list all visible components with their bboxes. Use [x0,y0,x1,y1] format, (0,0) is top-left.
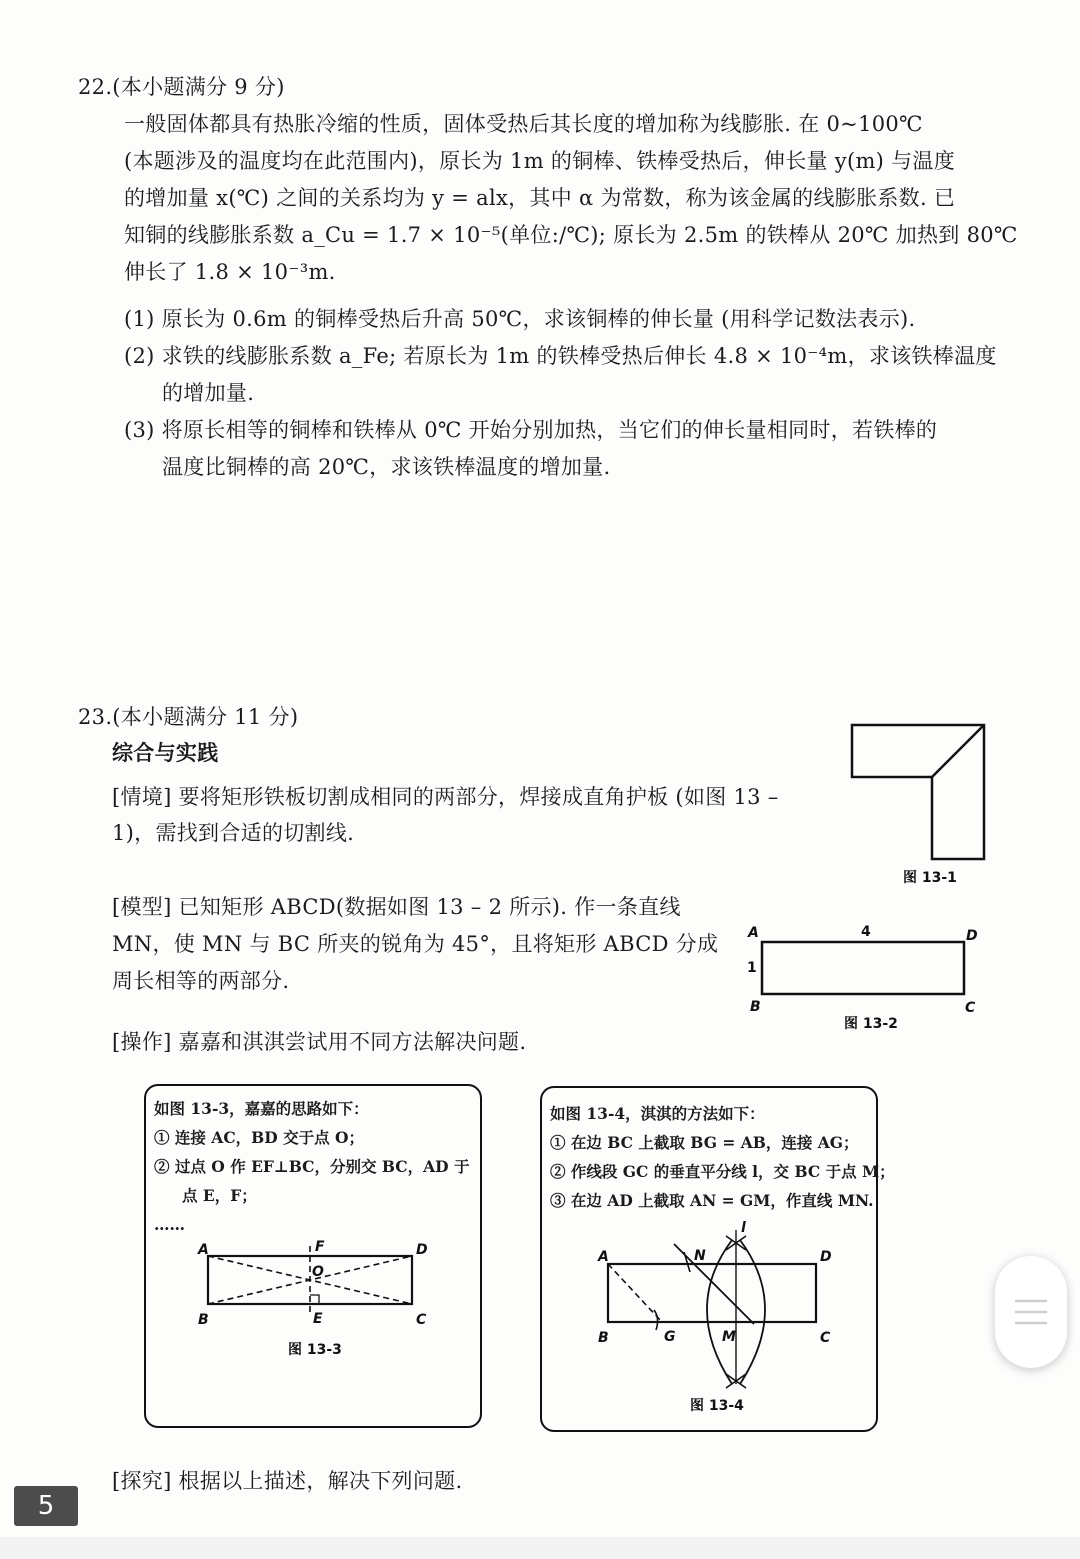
fig-13-3-label-b: B [198,1312,209,1328]
page-number-badge: 5 [14,1486,78,1526]
fig-13-2-label-b: B [750,999,761,1015]
fig-13-4-arc-left [707,1240,732,1384]
q22-part-3-cont: 温度比铜棒的高 20℃，求该铁棒温度的增加量. [162,455,611,479]
fig-13-2-side-left: 1 [747,960,757,976]
q22-part-2: (2) 求铁的线膨胀系数 a_Fe; 若原长为 1m 的铁棒受热后伸长 4.8 × 10⁻⁴m，求该铁棒温度 [124,344,997,368]
figure-13-1 [840,715,1000,895]
q22-intro-line: 知铜的线膨胀系数 a_Cu = 1.7 × 10⁻⁵(单位:/℃); 原长为 2.5m 的铁棒从 20℃ 加热到 80℃ [124,223,1018,247]
fig-13-4-rectangle [608,1264,816,1322]
q22-title: 22.(本小题满分 9 分) [78,75,285,99]
box2-line: ② 作线段 GC 的垂直平分线 l，交 BC 于点 M； [550,1162,895,1181]
q22-intro-line: 伸长了 1.8 × 10⁻³m. [124,260,336,284]
fig-13-4-label-n: N [694,1248,706,1264]
fig-13-1-cut [932,725,984,777]
figure-13-4 [586,1212,846,1412]
fig-13-2-label-a: A [748,925,759,941]
q22-intro-line: 的增加量 x(℃) 之间的关系均为 y = alx，其中 α 为常数，称为该金属的线膨胀系数. 已 [124,186,956,210]
fig-13-4-arc-mark [654,1310,658,1330]
fig-13-3-label-f: F [315,1239,325,1255]
q22-intro-line: 一般固体都具有热胀冷缩的性质，固体受热后其长度的增加称为线膨胀. 在 0~100℃ [124,112,923,136]
q23-situation-line: 1)，需找到合适的切割线. [112,821,355,845]
fig-13-3-right-angle [310,1295,319,1304]
q22-part-3: (3) 将原长相等的铜棒和铁棒从 0℃ 开始分别加热，当它们的伸长量相同时，若铁棒的 [124,418,938,442]
q23-situation-line: [情境] 要将矩形铁板切割成相同的两部分，焊接成直角护板 (如图 13 – [112,785,779,809]
menu-button[interactable] [995,1256,1067,1368]
figure-13-3-box [144,1084,482,1428]
q23-operation: [操作] 嘉嘉和淇淇尝试用不同方法解决问题. [112,1030,527,1054]
q23-model-line: [模型] 已知矩形 ABCD(数据如图 13 – 2 所示). 作一条直线 [112,895,681,919]
fig-13-3-caption: 图 13-3 [288,1342,342,1358]
box1-line: ② 过点 O 作 EF⊥BC，分别交 BC，AD 于 [154,1157,470,1176]
fig-13-4-label-g: G [664,1329,676,1345]
fig-13-4-label-a: A [598,1249,609,1265]
q23-model-line: MN，使 MN 与 BC 所夹的锐角为 45°，且将矩形 ABCD 分成 [112,932,719,956]
fig-13-4-caption: 图 13-4 [690,1398,744,1414]
fig-13-4-label-m: M [722,1329,736,1345]
fig-13-3-label-c: C [416,1312,427,1328]
box2-line: ① 在边 BC 上截取 BG = AB，连接 AG； [550,1133,859,1152]
box1-line: …… [154,1215,185,1234]
fig-13-3-label-e: E [313,1311,323,1327]
q22-part-1: (1) 原长为 0.6m 的铜棒受热后升高 50℃，求该铜棒的伸长量 (用科学记数法表示). [124,307,916,331]
q22-part-2-cont: 的增加量. [162,381,255,405]
fig-13-2-label-c: C [965,1000,976,1016]
figure-13-2 [740,918,990,1038]
fig-13-4-segment-ag [608,1264,662,1322]
fig-13-4-arc-mark [684,1252,690,1272]
q23-model-line: 周长相等的两部分. [112,969,290,993]
fig-13-2-label-d: D [966,928,978,944]
q23-subtitle: 综合与实践 [112,740,219,765]
fig-13-3-label-a: A [198,1242,209,1258]
fig-13-4-label-d: D [820,1249,832,1265]
figure-13-4-box [540,1086,895,1432]
fig-13-4-label-c: C [820,1330,831,1346]
fig-13-1-caption: 图 13-1 [903,870,957,886]
box1-line: 点 E，F； [182,1186,257,1205]
q22-intro-line: (本题涉及的温度均在此范围内)，原长为 1m 的铜棒、铁棒受热后，伸长量 y(m) 与温度 [124,149,956,173]
q23-title: 23.(本小题满分 11 分) [78,705,299,729]
fig-13-4-arc-right [740,1240,765,1384]
fig-13-4-label-l: l [741,1220,746,1236]
q23-explore: [探究] 根据以上描述，解决下列问题. [112,1469,463,1493]
box1-line: ① 连接 AC，BD 交于点 O； [154,1128,364,1147]
fig-13-3-label-o: O [312,1264,324,1280]
menu-icon [1014,1297,1048,1327]
fig-13-2-side-top: 4 [861,924,871,940]
box1-line: 如图 13-3，嘉嘉的思路如下： [154,1099,369,1118]
fig-13-2-caption: 图 13-2 [844,1016,898,1032]
box2-line: 如图 13-4，淇淇的方法如下： [550,1104,765,1123]
fig-13-2-rectangle [762,942,964,994]
fig-13-3-label-d: D [416,1242,428,1258]
box2-line: ③ 在边 AD 上截取 AN = GM，作直线 MN. [550,1191,874,1210]
fig-13-4-label-b: B [598,1330,609,1346]
